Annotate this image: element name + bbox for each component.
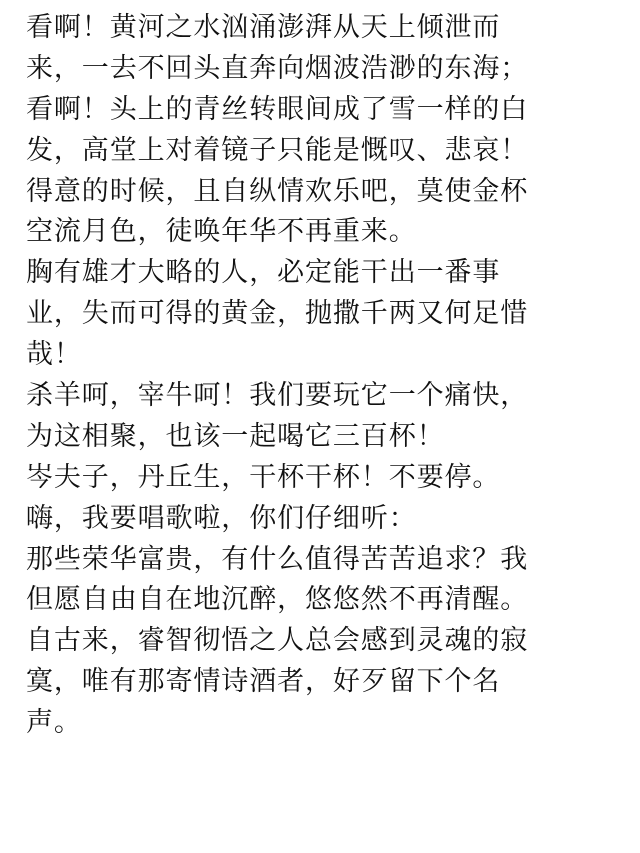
text-line-5: 得意的时候，且自纵情欢乐吧，莫使金杯 — [26, 175, 529, 207]
text-line-17: 寞，唯有那寄情诗酒者，好歹留下个名 — [26, 666, 501, 698]
text-line-1: 看啊！黄河之水汹涌澎湃从天上倾泄而 — [26, 12, 501, 43]
text-line-14: 那些荣华富贵，有什么值得苦苦追求？我 — [26, 543, 529, 575]
text-line-4: 发，高堂上对着镜子只能是慨叹、悲哀！ — [26, 134, 529, 166]
text-line-10: 杀羊呵，宰牛呵！我们要玩它一个痛快， — [26, 380, 529, 412]
text-line-8: 业，失而可得的黄金，抛撒千两又何足惜 — [26, 298, 529, 330]
text-line-12: 岑夫子，丹丘生，干杯干杯！不要停。 — [26, 461, 501, 493]
text-line-9: 哉！ — [26, 339, 82, 371]
text-line-13: 嗨，我要唱歌啦，你们仔细听： — [26, 502, 417, 534]
text-line-15: 但愿自由自在地沉醉，悠悠然不再清醒。 — [26, 584, 529, 616]
text-line-2: 来，一去不回头直奔向烟波浩渺的东海； — [26, 52, 529, 84]
text-line-7: 胸有雄才大略的人，必定能干出一番事 — [26, 257, 501, 289]
text-line-11: 为这相聚，也该一起喝它三百杯！ — [26, 420, 445, 452]
text-line-6: 空流月色，徒唤年华不再重来。 — [26, 216, 417, 248]
text-line-16: 自古来，睿智彻悟之人总会感到灵魂的寂 — [26, 625, 529, 657]
text-line-3: 看啊！头上的青丝转眼间成了雪一样的白 — [26, 93, 529, 125]
poem-translation-text — [26, 8, 626, 744]
text-line-18: 声。 — [26, 707, 82, 739]
